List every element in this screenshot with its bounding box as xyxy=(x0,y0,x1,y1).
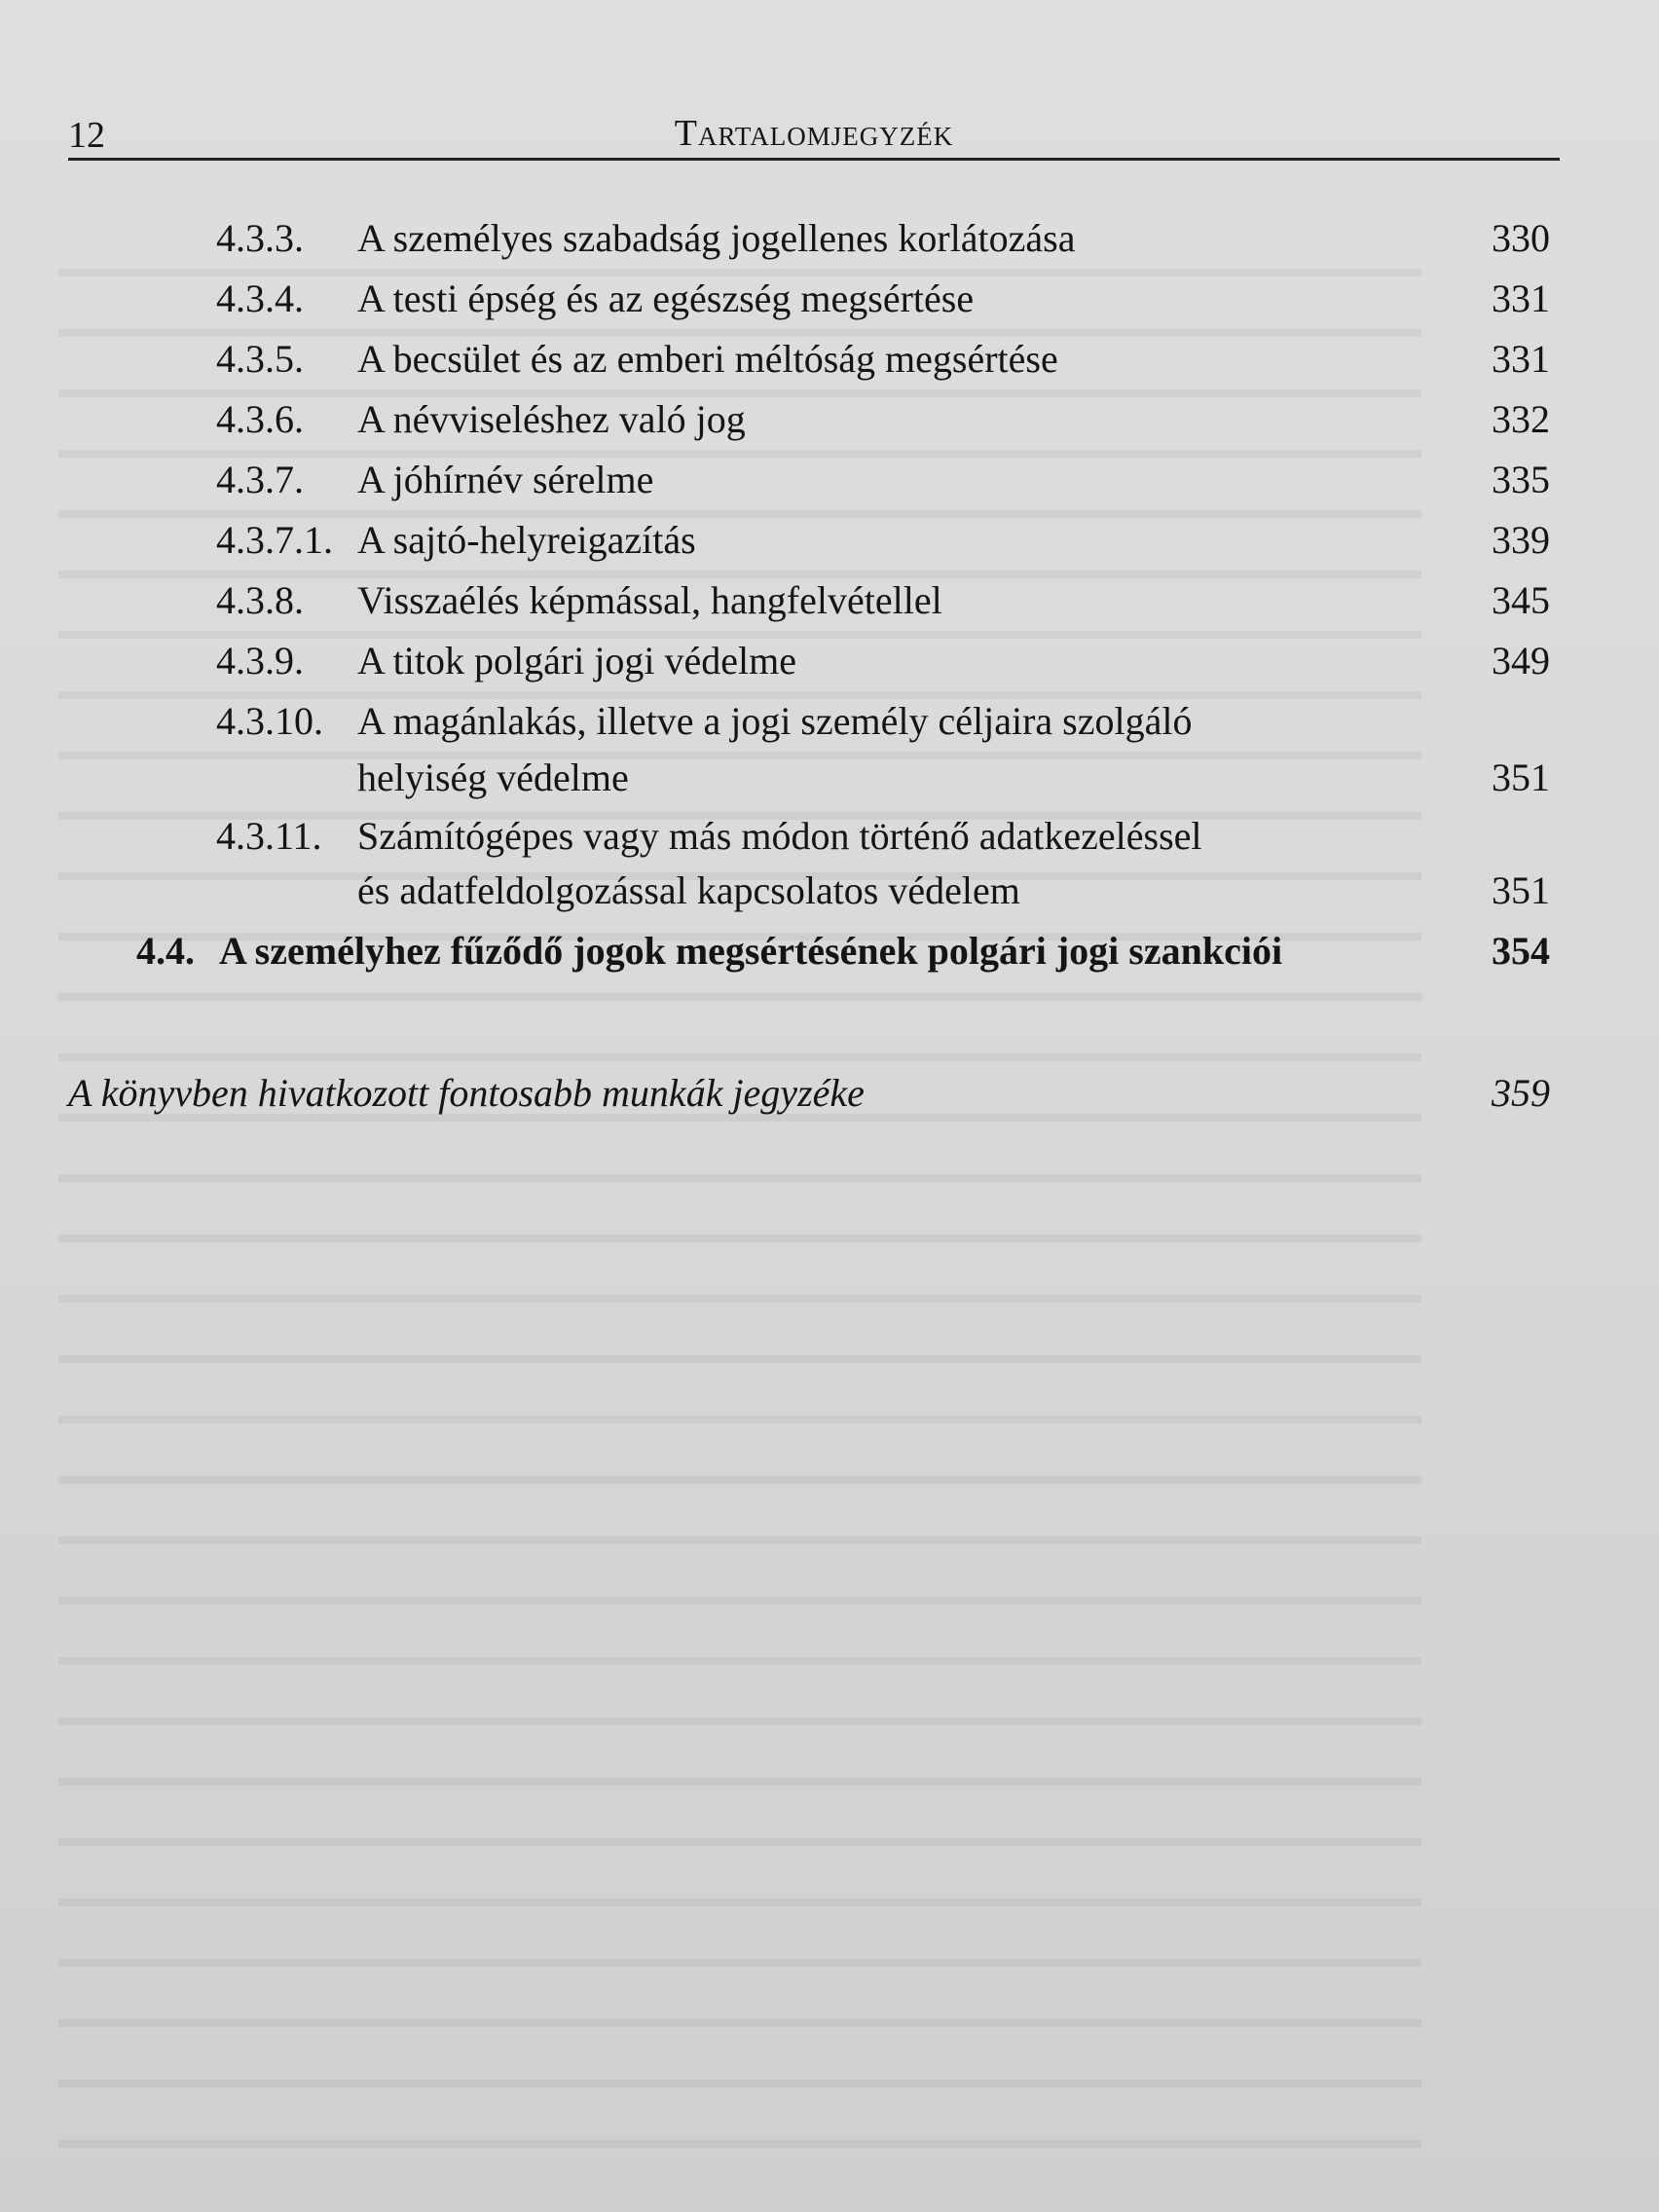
entry-page: 349 xyxy=(1492,639,1550,682)
entry-title: A titok polgári jogi védelme xyxy=(357,639,797,682)
section-title: A személyhez fűződő jogok megsértésének polgári jogi szankciói xyxy=(219,929,1283,973)
toc-entry xyxy=(0,578,1659,623)
section-number: 4.4. xyxy=(136,929,195,973)
entry-title: Visszaélés képmással, hangfelvétellel xyxy=(357,578,942,622)
bibliography-page: 359 xyxy=(1492,1071,1550,1115)
toc-entry xyxy=(0,276,1659,321)
toc-entry xyxy=(0,458,1659,502)
entry-page: 345 xyxy=(1492,578,1550,622)
entry-title: A becsület és az emberi méltóság megsértése xyxy=(357,337,1058,381)
entry-page: 332 xyxy=(1492,397,1550,441)
entry-page: 330 xyxy=(1492,216,1550,260)
entry-title: A magánlakás, illetve a jogi személy céljaira szolgáló xyxy=(357,699,1193,743)
toc-entry xyxy=(0,397,1659,442)
toc-entry xyxy=(0,518,1659,563)
entry-number: 4.3.3. xyxy=(216,216,304,260)
toc-entry-continuation xyxy=(0,756,1659,800)
entry-title-line2: és adatfeldolgozással kapcsolatos védelem xyxy=(357,868,1020,912)
entry-title: Számítógépes vagy más módon történő adatkezeléssel xyxy=(357,814,1202,858)
toc-entry-continuation xyxy=(0,868,1659,913)
entry-number: 4.3.10. xyxy=(216,699,323,743)
header-rule xyxy=(68,158,1560,161)
entry-title: A sajtó-helyreigazítás xyxy=(357,518,696,562)
section-page: 354 xyxy=(1492,929,1550,973)
entry-page: 335 xyxy=(1492,458,1550,501)
toc-section xyxy=(0,929,1659,974)
page-number: 12 xyxy=(68,115,105,156)
toc-bibliography xyxy=(0,1071,1659,1116)
toc-entry xyxy=(0,216,1659,261)
entry-page: 351 xyxy=(1492,868,1550,912)
page-header xyxy=(68,102,1560,161)
entry-number: 4.3.7.1. xyxy=(216,518,333,562)
entry-title: A névviseléshez való jog xyxy=(357,397,746,441)
entry-number: 4.3.11. xyxy=(216,814,322,858)
toc-entry xyxy=(0,337,1659,382)
entry-page: 351 xyxy=(1492,756,1550,799)
entry-number: 4.3.9. xyxy=(216,639,304,682)
entry-number: 4.3.8. xyxy=(216,578,304,622)
entry-title: A jóhírnév sérelme xyxy=(357,458,654,501)
toc-entry xyxy=(0,814,1659,859)
entry-title: A testi épség és az egészség megsértése xyxy=(357,276,975,320)
entry-page: 331 xyxy=(1492,337,1550,381)
entry-number: 4.3.5. xyxy=(216,337,304,381)
entry-title-line2: helyiség védelme xyxy=(357,756,629,799)
entry-number: 4.3.7. xyxy=(216,458,304,501)
toc-entry xyxy=(0,639,1659,683)
bleed-through-text xyxy=(58,224,1421,2171)
entry-title: A személyes szabadság jogellenes korlátozása xyxy=(357,216,1076,260)
bibliography-title: A könyvben hivatkozott fontosabb munkák jegyzéke xyxy=(68,1071,865,1115)
running-title: Tartalomjegyzék xyxy=(674,113,954,154)
toc-entry xyxy=(0,699,1659,744)
entry-number: 4.3.6. xyxy=(216,397,304,441)
entry-number: 4.3.4. xyxy=(216,276,304,320)
entry-page: 331 xyxy=(1492,276,1550,320)
entry-page: 339 xyxy=(1492,518,1550,562)
